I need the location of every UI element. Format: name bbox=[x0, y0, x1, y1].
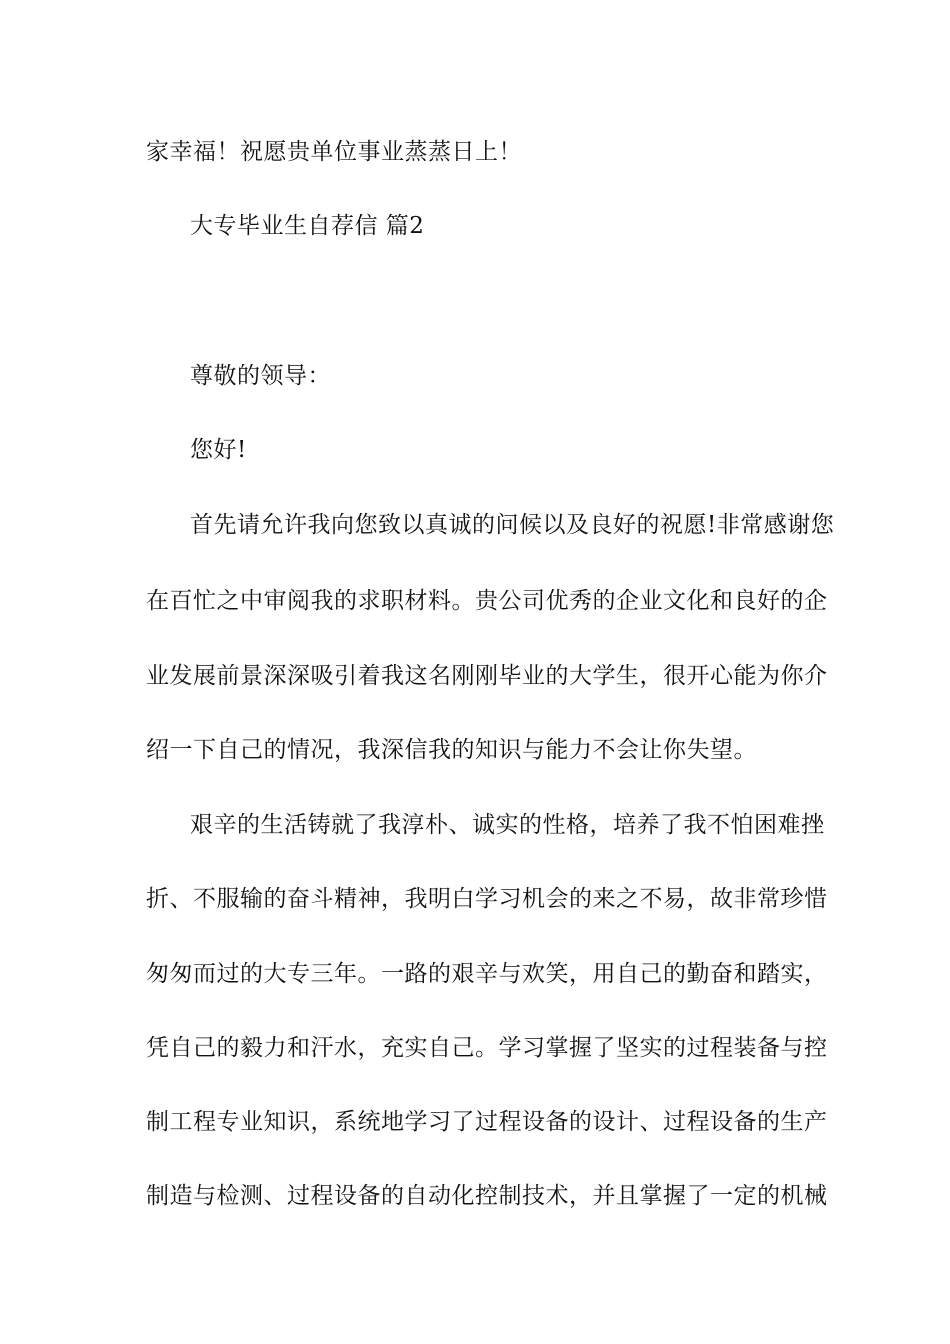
paragraph-line: 制造与检测、过程设备的自动化控制技术，并且掌握了一定的机械 bbox=[146, 1183, 828, 1209]
paragraph-line: 业发展前景深深吸引着我这名刚刚毕业的大学生，很开心能为你介 bbox=[146, 663, 828, 689]
salutation: 尊敬的领导： bbox=[190, 363, 331, 389]
section-heading: 大专毕业生自荐信 篇2 bbox=[190, 213, 425, 239]
paragraph-line: 凭自己的毅力和汗水，充实自己。学习掌握了坚实的过程装备与控 bbox=[146, 1035, 828, 1061]
paragraph-line: 首先请允许我向您致以真诚的问候以及良好的祝愿!非常感谢您 bbox=[190, 512, 835, 538]
paragraph-line: 在百忙之中审阅我的求职材料。贵公司优秀的企业文化和良好的企 bbox=[146, 588, 828, 614]
paragraph-line: 绍一下自己的情况，我深信我的知识与能力不会让你失望。 bbox=[146, 737, 757, 763]
paragraph-line: 艰辛的生活铸就了我淳朴、诚实的性格，培养了我不怕困难挫 bbox=[190, 812, 825, 838]
paragraph-line: 制工程专业知识，系统地学习了过程设备的设计、过程设备的生产 bbox=[146, 1109, 828, 1135]
paragraph-line: 折、不服输的奋斗精神，我明白学习机会的来之不易，故非常珍惜 bbox=[146, 886, 828, 912]
text-line: 家幸福！祝愿贵单位事业蒸蒸日上！ bbox=[146, 139, 522, 165]
paragraph-line: 匆匆而过的大专三年。一路的艰辛与欢笑，用自己的勤奋和踏实， bbox=[146, 961, 828, 987]
greeting: 您好! bbox=[190, 437, 247, 463]
